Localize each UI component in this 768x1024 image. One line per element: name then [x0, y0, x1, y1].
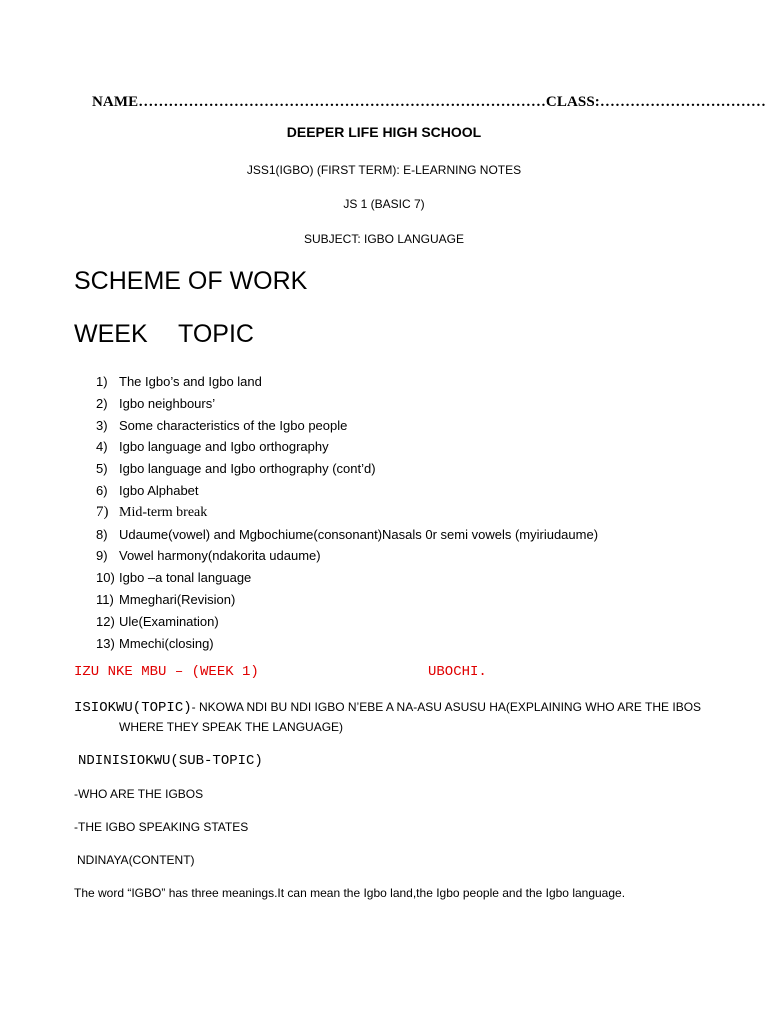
subject-line: SUBJECT: IGBO LANGUAGE: [303, 232, 465, 246]
topic-text: Igbo language and Igbo orthography: [119, 439, 329, 455]
notes-title: JSS1(IGBO) (FIRST TERM): E-LEARNING NOTES: [246, 163, 522, 177]
topic-item: [96, 545, 598, 567]
topic-item: [96, 393, 598, 415]
topic-number: 5): [96, 461, 108, 477]
topic-label: ISIOKWU(TOPIC): [74, 700, 192, 716]
topic-item: [96, 480, 598, 502]
day-heading: UBOCHI.: [428, 664, 487, 680]
topic-number: 13): [96, 635, 115, 651]
topic-number: 7): [96, 503, 109, 520]
topic-number: 2): [96, 395, 108, 411]
topic-item: [96, 524, 598, 546]
scheme-title: SCHEME OF WORK: [74, 267, 308, 295]
scheme-column-headers: [74, 320, 254, 349]
topic-list: [96, 371, 598, 654]
topic-number: 4): [96, 439, 108, 455]
class-level: JS 1 (BASIC 7): [343, 197, 425, 211]
topic-item: [96, 589, 598, 611]
topic-number: 1): [96, 374, 108, 389]
topic-number: 10): [96, 570, 115, 586]
topic-item: [96, 415, 598, 437]
topic-item: [96, 567, 598, 589]
content-text: The word “IGBO” has three meanings.It can mean the Igbo land,the Igbo people and the Igbo language.: [74, 886, 626, 900]
topic-text-line1: - NKOWA NDI BU NDI IGBO N’EBE A NA-ASU ASUSU HA(EXPLAINING WHO ARE THE IBOS: [191, 700, 702, 714]
topic-text-line2: WHERE THEY SPEAK THE LANGUAGE): [119, 720, 344, 734]
week-header: WEEK: [74, 320, 148, 348]
topic-number: 3): [96, 417, 108, 433]
topic-text: Igbo Alphabet: [119, 482, 199, 498]
subtopic-label: NDINISIOKWU(SUB-TOPIC): [78, 753, 263, 769]
topic-number: 11): [96, 591, 114, 607]
topic-header: TOPIC: [178, 320, 254, 348]
topic-item: [96, 611, 598, 633]
topic-text: The Igbo’s and Igbo land: [119, 374, 262, 389]
topic-text: Igbo neighbours’: [119, 395, 216, 411]
topic-number: 9): [96, 548, 108, 564]
topic-text: Ule(Examination): [119, 613, 219, 629]
subtopic-2: -THE IGBO SPEAKING STATES: [74, 820, 249, 834]
topic-item: [96, 436, 598, 458]
week-heading: IZU NKE MBU – (WEEK 1): [74, 664, 259, 680]
topic-text: Mid-term break: [119, 504, 208, 520]
topic-text: Mmeghari(Revision): [119, 591, 236, 607]
topic-item: [96, 371, 598, 393]
name-class-line: NAME………………………………………………………………………CLASS:……………………………: [92, 94, 766, 110]
topic-text: Igbo language and Igbo orthography (cont’d): [119, 461, 376, 477]
topic-text: Udaume(vowel) and Mgbochiume(consonant)Nasals 0r semi vowels (myiriudaume): [119, 526, 599, 542]
topic-item: [96, 458, 598, 480]
school-name: DEEPER LIFE HIGH SCHOOL: [286, 124, 482, 140]
content-label: NDINAYA(CONTENT): [77, 853, 195, 867]
topic-item: [96, 633, 598, 655]
topic-text: Some characteristics of the Igbo people: [119, 417, 348, 433]
topic-number: 12): [96, 613, 115, 629]
topic-text: Mmechi(closing): [119, 635, 214, 651]
topic-text: Vowel harmony(ndakorita udaume): [119, 548, 321, 564]
topic-item: [96, 502, 598, 524]
topic-text: Igbo –a tonal language: [119, 570, 252, 586]
topic-block: [74, 698, 701, 716]
subtopic-1: -WHO ARE THE IGBOS: [74, 787, 204, 801]
topic-number: 8): [96, 526, 108, 542]
topic-number: 6): [96, 482, 108, 498]
